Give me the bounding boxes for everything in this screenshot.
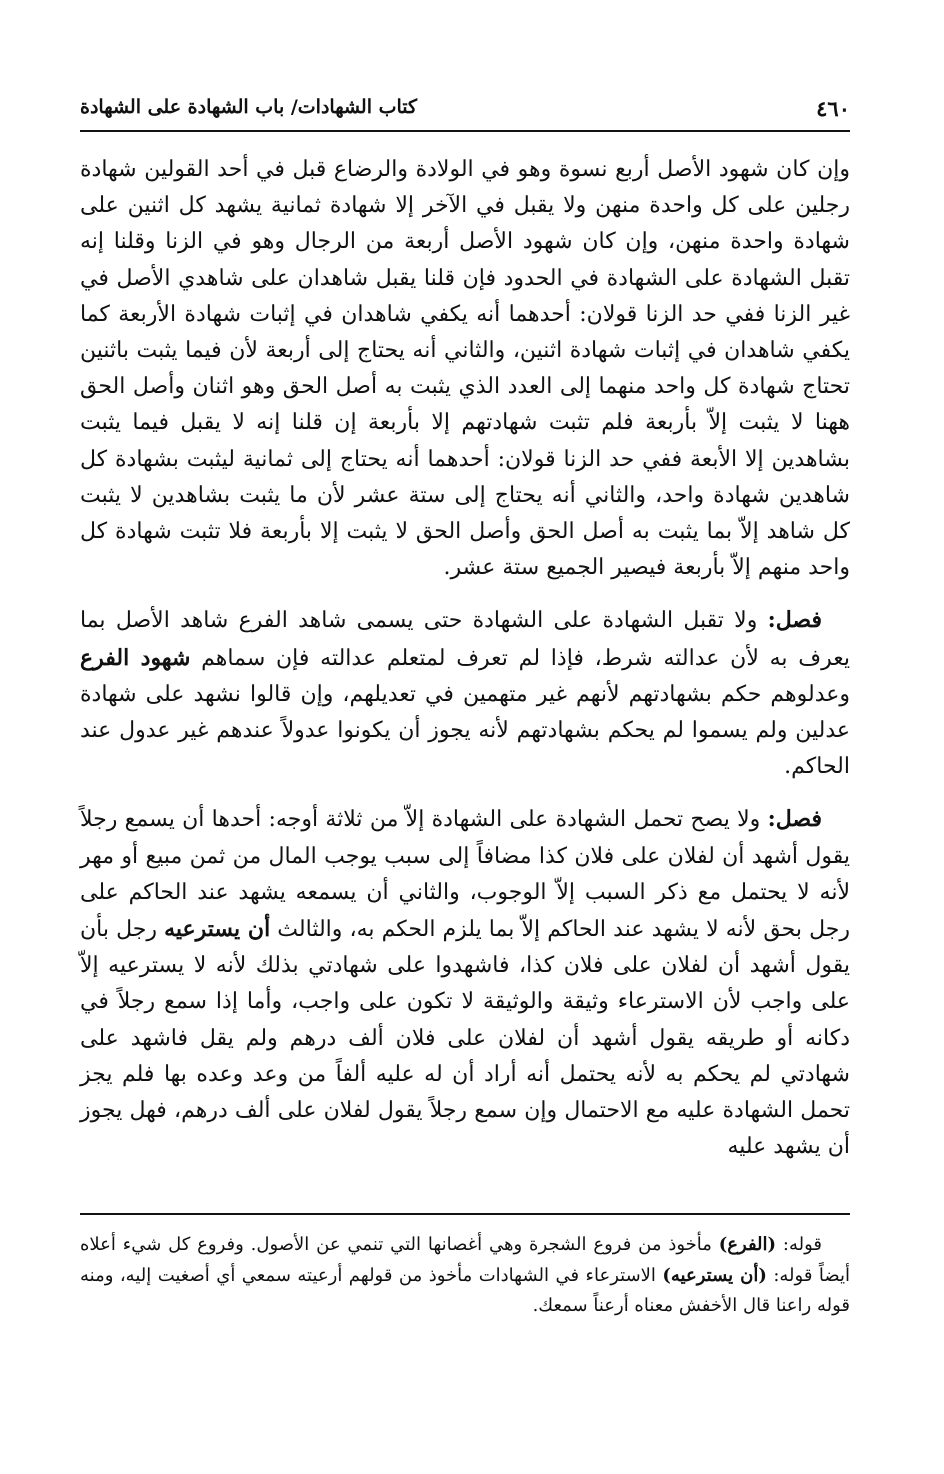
page-number: ٤٦٠ [816, 96, 850, 121]
paragraph-2-text-a: ولا تقبل الشهادة على الشهادة حتى يسمى شاهد الفرع شاهد الأصل بما يعرف به لأن عدالته شرط، فإذا لم تعرف لمتعلم عدالته فإن سماهم [80, 608, 850, 671]
section-label: فصل: [767, 806, 822, 833]
footnote-text-c: الاسترعاء في الشهادات مأخوذ من قولهم أرعيته سمعي أي أصغيت إليه، ومنه قوله راعنا قال الأخفش معناه أرعناً سمعك. [80, 1264, 850, 1316]
footnote-divider [80, 1213, 850, 1215]
footnote-paragraph [80, 1230, 850, 1322]
footnote-text-a: قوله: [776, 1234, 822, 1255]
running-title: كتاب الشهادات/ باب الشهادة على الشهادة [80, 96, 418, 118]
section-paragraph-3 [80, 801, 850, 1165]
paragraph-3-text-a: ولا يصح تحمل الشهادة على الشهادة إلاّ من ثلاثة أوجه: أحدها أن يسمع رجلاً يقول أشهد أن لفلان على فلان كذا مضافاً إلى سبب يوجب المال من ثمن مبيع أو مهر لأنه لا يحتمل مع ذكر السبب إلاّ الوجوب، والثاني أن يسمعه يشهد عند الحاكم على رجل بحق لأنه لا يشهد عند الحاكم إلاّ بما يلزم الحكم به، والثالث [80, 807, 850, 943]
paragraph-1 [80, 152, 850, 586]
footnote-text-b: مأخوذ من فروع الشجرة وهي أغصانها التي تنمي عن الأصول. وفروع كل شيء أعلاه أيضاً قوله: [80, 1234, 851, 1286]
footnote [80, 1230, 850, 1322]
paragraph-2-text-b: وعدلوهم حكم بشهادتهم لأنهم غير متهمين في تعديلهم، وإن قالوا نشهد على شهادة عدلين ولم يسموا لم يحكم بشهادتهم لأنه يجوز أن يكونوا عدولاً عندهم غير عدول عند الحاكم. [80, 681, 850, 780]
main-text [80, 152, 850, 1165]
paragraph-3-bold-term: أن يسترعيه [164, 916, 271, 943]
paragraph-3-text-b: رجل بأن يقول أشهد أن لفلان على فلان كذا، فاشهدوا على شهادتي بذلك لأنه لا يسترعيه إلاّ على واجب لأن الاسترعاء وثيقة والوثيقة لا تكون على واجب، وأما إذا سمع رجلاً في دكانه أو طريقه يقول أشهد أن لفلان على فلان ألف درهم ولم يقل فاشهد على شهادتي لم يحكم به لأنه يحتمل أنه أراد أن له عليه ألفاً من وعد وعده بها فلم يجز تحمل الشهادة عليه مع الاحتمال وإن سمع رجلاً يقول لفلان على ألف درهم، فهل يجوز أن يشهد عليه [80, 917, 850, 1160]
header-divider [80, 130, 850, 132]
footnote-bold-term-1: (الفرع) [718, 1234, 777, 1255]
section-paragraph-2 [80, 602, 850, 785]
page-header [80, 90, 850, 130]
paragraph-1-text: وإن كان شهود الأصل أربع نسوة وهو في الولادة والرضاع قبل في أحد القولين شهادة رجلين على كل واحدة منهن ولا يقبل في الآخر إلا شهادة ثمانية يشهد كل اثنين على شهادة واحدة منهن، وإن كان شهود الأصل أربعة من الرجال وهو في الزنا وقلنا إنه تقبل الشهادة على الشهادة في الحدود فإن قلنا يقبل شاهدان على شاهدي الأصل في غير الزنا ففي حد الزنا قولان: أحدهما أنه يكفي شاهدان في إثبات شهادة الأربعة كما يكفي شاهدان في إثبات شهادة اثنين، والثاني أنه يحتاج إلى أربعة لأن فيما يثبت باثنين تحتاج شهادة كل واحد منهما إلى العدد الذي يثبت به أصل الحق وهو اثنان وأصل الحق ههنا لا يثبت إلاّ بأربعة فلم تثبت شهادتهم إلا بأربعة إن قلنا إنه لا يقبل فيما يثبت بشاهدين إلا الأبعة ففي حد الزنا قولان: أحدهما أنه يحتاج إلى ثمانية ليثبت بشهادة كل شاهدين شهادة واحد، والثاني أنه يحتاج إلى ستة عشر لأن ما يثبت بشاهدين لا يثبت كل شاهد إلاّ بما يثبت به أصل الحق وأصل الحق لا يثبت إلا بأربعة فلا تثبت شهادة كل واحد منهم إلاّ بأربعة فيصير الجميع ستة عشر. [80, 157, 850, 581]
paragraph-2-bold-term: شهود الفرع [80, 644, 191, 671]
section-label: فصل: [767, 607, 822, 634]
book-page [80, 90, 851, 1316]
footnote-bold-term-2: (أن يسترعيه) [662, 1264, 767, 1286]
